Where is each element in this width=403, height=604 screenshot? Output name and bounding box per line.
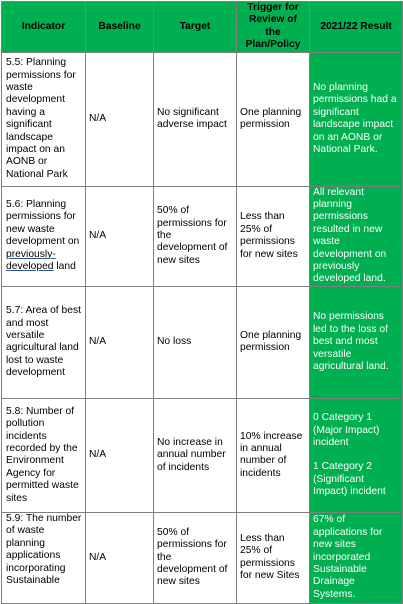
indicator-underlined-term: previously-developed [6, 248, 56, 273]
indicator-text: 5.6: Planning permissions for new waste development on [6, 199, 80, 248]
monitoring-table [1, 1, 403, 604]
result-cell [310, 52, 403, 186]
target-cell: No increase in annual number of incidents [154, 398, 237, 512]
trigger-cell: Less than 25% of permissions for new Sites [237, 512, 310, 603]
baseline-cell: N/A [86, 52, 154, 186]
result-text: 67% of applications for new sites incorporated Sustainable Drainage Systems. [313, 514, 383, 600]
table-row [2, 186, 403, 286]
indicator-cell: 5.8: Number of pollution incidents recorded by the Environment Agency for permitted waste sites [2, 398, 86, 512]
header-row [2, 2, 403, 53]
result-text: All relevant planning permissions resulted in new waste development on previously developed land. [313, 186, 387, 285]
result-cell [310, 286, 403, 398]
header-result: 2021/22 Result [310, 2, 403, 53]
result-text: No permissions led to the loss of best and most versatile agricultural land. [313, 311, 389, 372]
baseline-cell: N/A [86, 186, 154, 286]
result-cell [310, 512, 403, 603]
baseline-cell: N/A [86, 512, 154, 603]
baseline-cell: N/A [86, 286, 154, 398]
baseline-cell: N/A [86, 398, 154, 512]
header-trigger: Trigger for Review of the Plan/Policy [237, 2, 310, 53]
result-cell [310, 186, 403, 286]
indicator-cell [2, 186, 86, 286]
indicator-text-end: land [53, 261, 76, 273]
result-cell [310, 398, 403, 512]
table-row [2, 398, 403, 512]
target-cell: No loss [154, 286, 237, 398]
result-text: No planning permissions had a significant landscape impact on an AONB or National Park. [313, 81, 397, 155]
result-text-2: 1 Category 2 (Significant Impact) incident [313, 461, 386, 498]
trigger-cell: One planning permission [237, 286, 310, 398]
indicator-cell: 5.5: Planning permissions for waste development having a significant landscape impact on an AONB or National Park [2, 52, 86, 186]
table-row [2, 512, 403, 603]
target-cell: 50% of permissions for the development of new sites [154, 512, 237, 603]
table-row [2, 52, 403, 186]
trigger-cell: One planning permission [237, 52, 310, 186]
target-cell: 50% of permissions for the development of new sites [154, 186, 237, 286]
trigger-cell: 10% increase in annual number of incidents [237, 398, 310, 512]
header-indicator: Indicator [2, 2, 86, 53]
result-text: 0 Category 1 (Major Impact) incident [313, 412, 380, 448]
indicator-cell: 5.7: Area of best and most versatile agricultural land lost to waste development [2, 286, 86, 398]
trigger-cell: Less than 25% of permissions for new sites [237, 186, 310, 286]
header-target: Target [154, 2, 237, 53]
target-cell: No significant adverse impact [154, 52, 237, 186]
indicator-cell: 5.9: The number of waste planning applications incorporating Sustainable [2, 512, 86, 603]
header-baseline: Baseline [86, 2, 154, 53]
table-row [2, 286, 403, 398]
